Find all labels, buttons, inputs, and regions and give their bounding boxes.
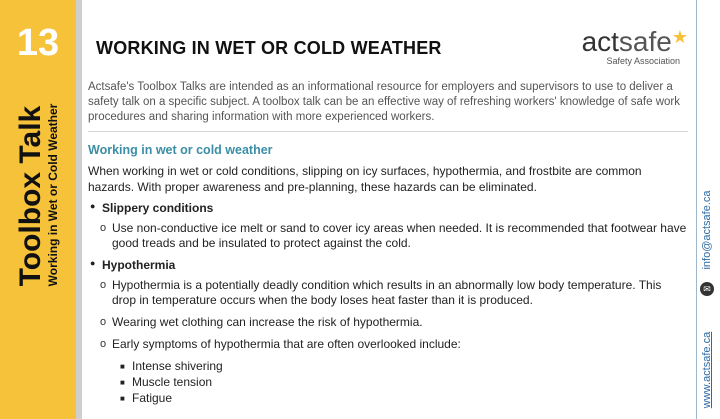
divider-bar xyxy=(76,0,82,419)
symptom-item: ■ Intense shivering xyxy=(88,359,688,374)
right-sidebar xyxy=(692,0,720,419)
right-divider xyxy=(696,0,697,419)
lead-paragraph: When working in wet or cold conditions, slipping on icy surfaces, hypothermia, and frostbite are common hazards. With proper awareness and pre-planning, these hazards can be eliminated. xyxy=(88,164,642,194)
section-body xyxy=(88,163,688,407)
section-divider xyxy=(88,131,688,132)
contact-email[interactable]: info@actsafe.ca xyxy=(701,190,713,270)
sub-bullet: o Wearing wet clothing can increase the risk of hypothermia. xyxy=(88,315,688,330)
logo-safe: safe xyxy=(618,26,672,57)
logo-act: act xyxy=(581,26,619,57)
intro-paragraph: Actsafe's Toolbox Talks are intended as an informational resource for employers and supervisors to use to deliver a safety talk on a specific subject. A toolbox talk can be an effective way of refreshing workers' knowledge of safe work procedures and sharing information with more experienced workers. xyxy=(88,81,680,123)
left-sidebar xyxy=(0,0,76,419)
star-icon: ★ xyxy=(671,27,688,47)
talk-number: 13 xyxy=(16,22,60,64)
logo-subtitle: Safety Association xyxy=(606,56,680,66)
bullet-hypothermia: ● Hypothermia xyxy=(88,258,688,272)
mail-icon: ✉ xyxy=(700,282,714,296)
sub-bullet: o Early symptoms of hypothermia that are often overlooked include: xyxy=(88,337,688,352)
sub-bullet: o Use non-conductive ice melt or sand to cover icy areas when needed. It is recommended that footwear have good treads and be insulated to protect against the cold. xyxy=(88,221,688,251)
section-heading: Working in wet or cold weather xyxy=(88,143,273,157)
bullet-slippery: ● Slippery conditions xyxy=(88,201,688,215)
series-title: Toolbox Talk xyxy=(13,105,47,287)
vertical-title xyxy=(13,103,60,287)
symptom-item: ■ Muscle tension xyxy=(88,375,688,390)
website-link[interactable]: www.actsafe.ca xyxy=(701,331,713,409)
series-subtitle: Working in Wet or Cold Weather xyxy=(45,103,60,287)
symptom-item: ■ Fatigue xyxy=(88,391,688,406)
page-title: WORKING IN WET OR COLD WEATHER xyxy=(96,38,442,58)
sub-bullet: o Hypothermia is a potentially deadly condition which results in an abnormally low body temperature. This drop in temperature occurs when the body loses heat faster than it is produced. xyxy=(88,278,688,308)
actsafe-logo xyxy=(548,28,688,66)
logo-wordmark xyxy=(548,28,688,56)
